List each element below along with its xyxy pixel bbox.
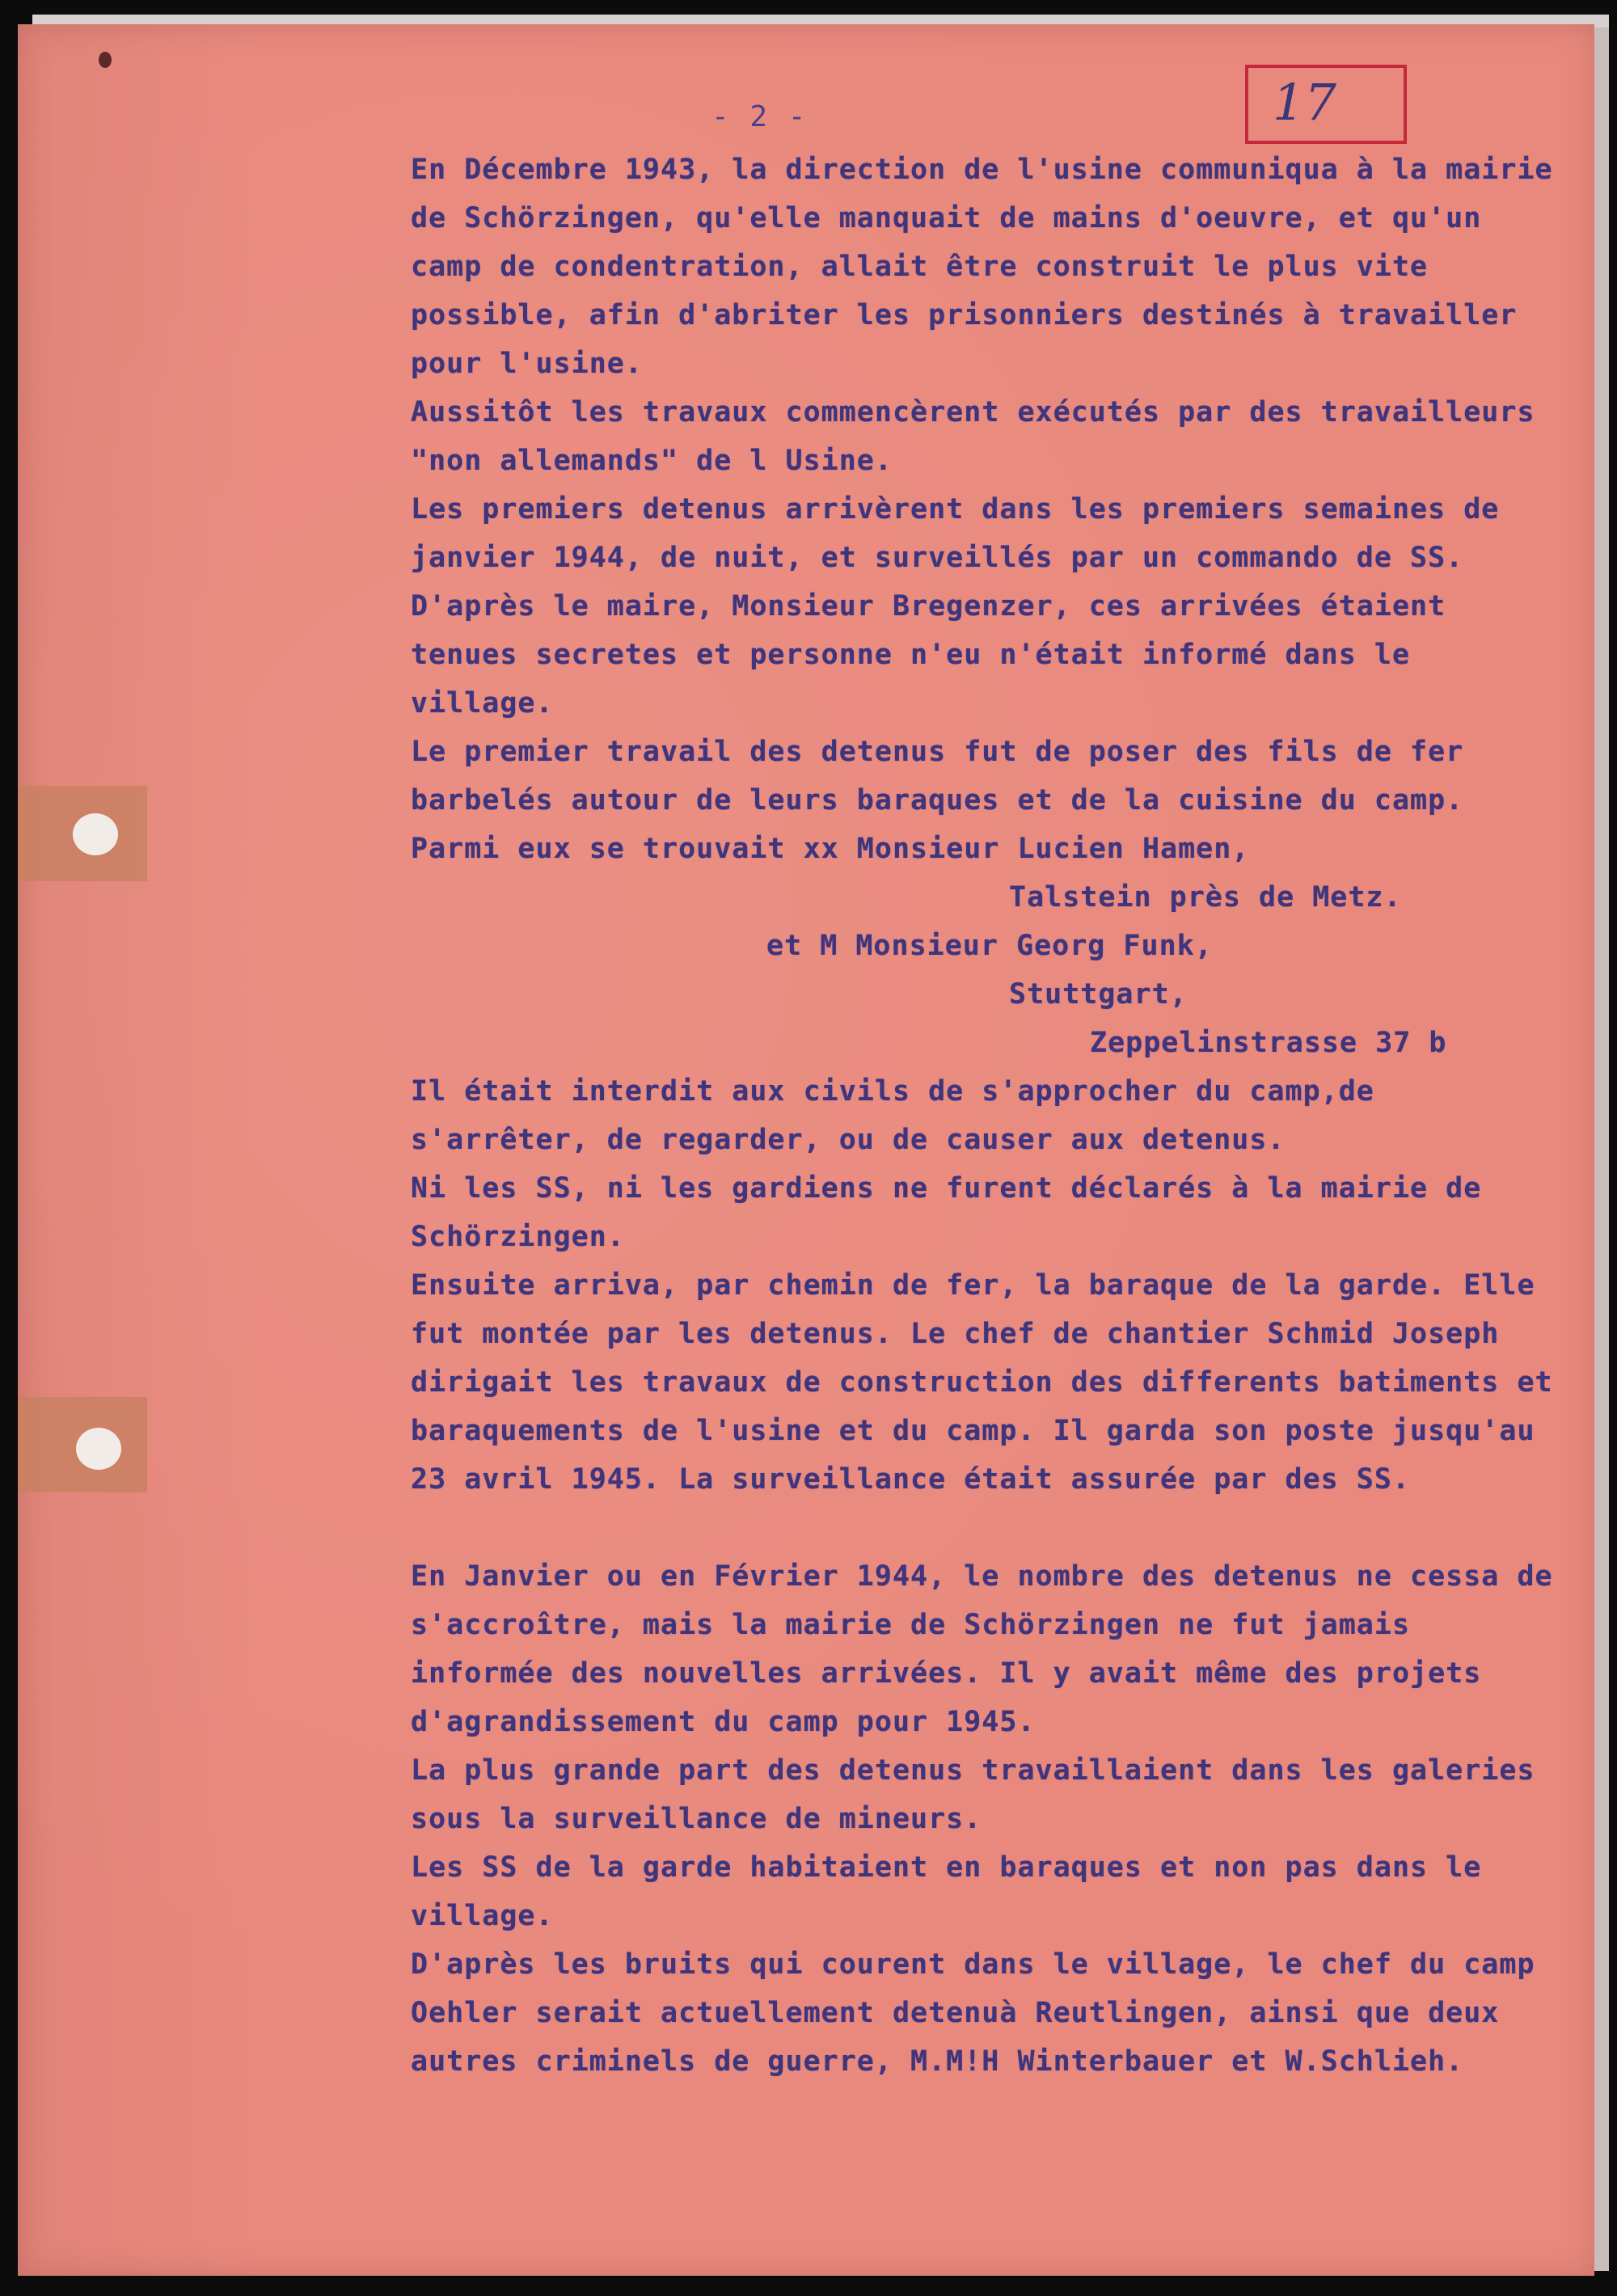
paper-right-edge xyxy=(1594,27,1609,2271)
address-line: Zeppelinstrasse 37 b xyxy=(1090,1027,1447,1059)
punch-hole-bottom xyxy=(76,1428,121,1470)
paragraph: En Janvier ou en Février 1944, le nombre des detenus ne cessa de s'accroître, mais la mairie de Schörzingen ne fut jamais informée des nouvelles arrivées. Il y avait même des projets d'agrandissement du camp pour 1945. xyxy=(411,1560,1553,1738)
paragraph: Ensuite arriva, par chemin de fer, la baraque de la garde. Elle fut montée par les detenus. Le chef de chantier Schmid Joseph dirigait les travaux de construction des differents batiments et baraquements de l'usine et du camp. Il garda son poste jusqu'au 23 avril 1945. La surveillance était assurée par des SS. xyxy=(411,1269,1553,1496)
ink-stain xyxy=(99,52,112,68)
address-line: Stuttgart, xyxy=(1009,978,1188,1011)
paragraph: Il était interdit aux civils de s'approcher du camp,de s'arrêter, de regarder, ou de causer aux detenus. xyxy=(411,1075,1374,1156)
paragraph: D'après les bruits qui courent dans le village, le chef du camp Oehler serait actuellement detenuà Reutlingen, ainsi que deux autres criminels de guerre, M.M!H Winterbauer et W.Schlieh. xyxy=(411,1948,1535,2078)
paragraph: Les SS de la garde habitaient en baraques et non pas dans le village. xyxy=(411,1851,1482,1932)
folio-stamp-box xyxy=(1245,65,1407,144)
paragraph-gap xyxy=(314,1504,1563,1552)
punch-hole-top xyxy=(73,813,118,855)
paragraph: Aussitôt les travaux commencèrent exécutés par des travailleurs "non allemands" de l Usine. xyxy=(411,396,1535,477)
address-line: Talstein près de Metz. xyxy=(1009,881,1402,914)
page-number: - 2 - xyxy=(711,100,808,133)
paragraph: Parmi eux se trouvait xx Monsieur Lucien Hamen, xyxy=(411,833,1250,865)
address-line: et M Monsieur Georg Funk, xyxy=(766,930,1213,962)
paragraph: Les premiers detenus arrivèrent dans les premiers semaines de janvier 1944, de nuit, et surveillés par un commando de SS. D'après le maire, Monsieur Bregenzer, ces arrivées étaient tenues secretes et personne n'eu n'était informé dans le village. xyxy=(411,493,1500,720)
paragraph: La plus grande part des detenus travaillaient dans les galeries sous la surveillance de mineurs. xyxy=(411,1754,1535,1835)
paragraph: En Décembre 1943, la direction de l'usine communiqua à la mairie de Schörzingen, qu'elle manquait de mains d'oeuvre, et qu'un camp de condentration, allait être construit le plus vite possible, afin d'abriter les prisonniers destinés à travailler pour l'usine. xyxy=(411,154,1553,380)
paragraph: Le premier travail des detenus fut de poser des fils de fer barbelés autour de leurs baraques et de la cuisine du camp. xyxy=(411,736,1464,817)
typed-body xyxy=(314,146,1563,2086)
folio-number: 17 xyxy=(1273,73,1336,132)
paragraph: Ni les SS, ni les gardiens ne furent déclarés à la mairie de Schörzingen. xyxy=(411,1172,1482,1253)
